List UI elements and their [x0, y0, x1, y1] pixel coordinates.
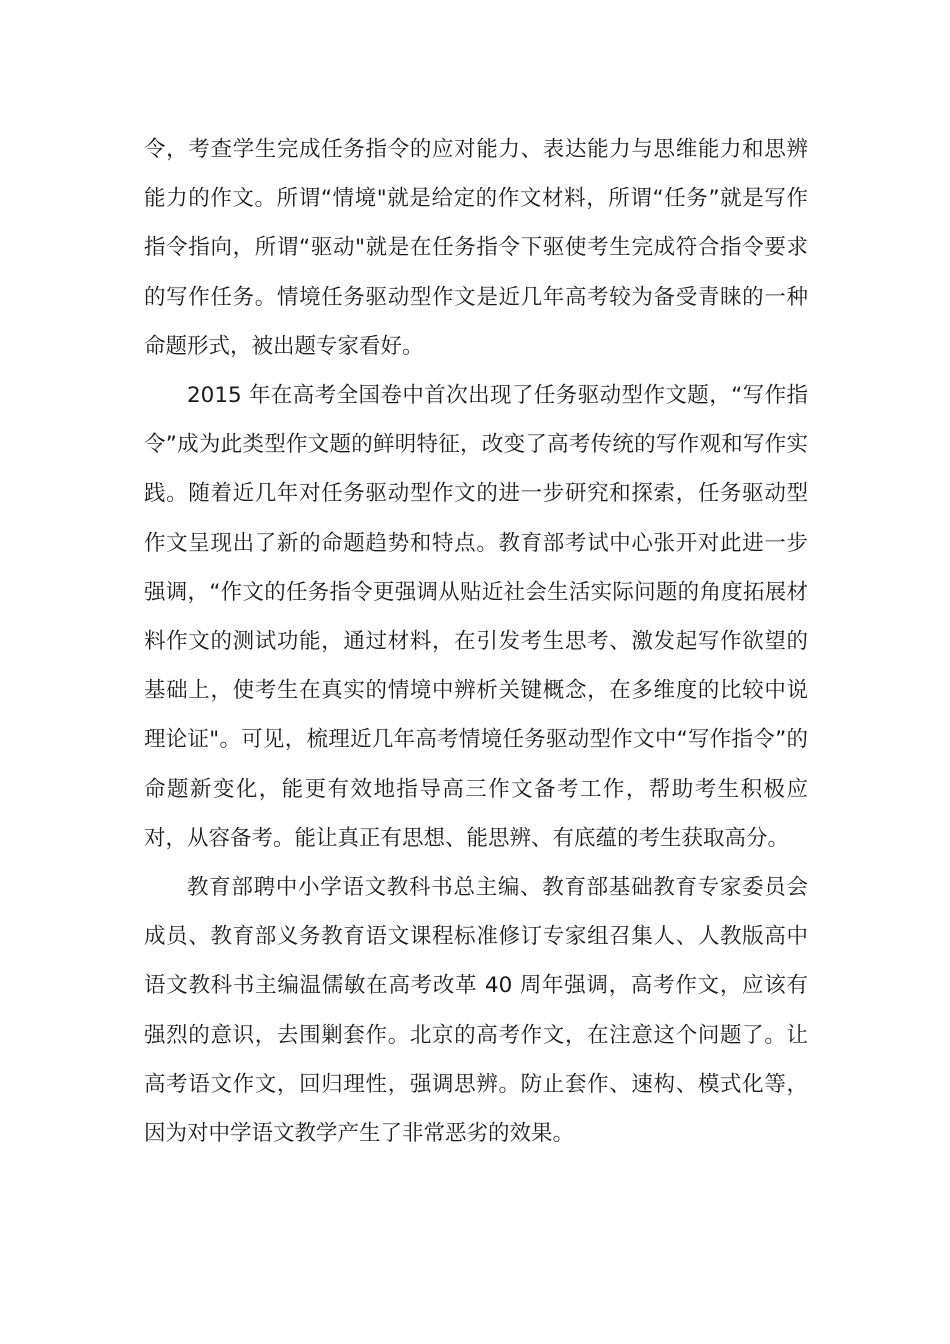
paragraph-2: 2015 年在高考全国卷中首次出现了任务驱动型作文题，“写作指令”成为此类型作文题的鲜明特征，改变了高考传统的写作观和写作实践。随着近几年对任务驱动型作文的进一步研究和探索，任务驱动型作文呈现出了新的命题趋势和特点。教育部考试中心张开对此进一步强调，“作文的任务指令更强调从贴近社会生活实际问题的角度拓展材料作文的测试功能，通过材料，在引发考生思考、激发起写作欲望的基础上，使考生在真实的情境中辨析关键概念，在多维度的比较中说理论证"。可见，梳理近几年高考情境任务驱动型作文中“写作指令”的命题新变化，能更有效地指导高三作文备考工作，帮助考生积极应对，从容备考。能让真正有思想、能思辨、有底蕴的考生获取高分。 [144, 383, 808, 851]
paragraph-1: 令，考查学生完成任务指令的应对能力、表达能力与思维能力和思辨能力的作文。所谓“情境"就是给定的作文材料，所谓“任务”就是写作指令指向，所谓“驱动"就是在任务指令下驱使考生完成符合指令要求的写作任务。情境任务驱动型作文是近几年高考较为备受青睐的一种命题形式，被出题专家看好。 [144, 137, 808, 359]
paragraph-3: 教育部聘中小学语文教科书总主编、教育部基础教育专家委员会成员、教育部义务教育语文课程标准修订专家组召集人、人教版高中语文教科书主编温儒敏在高考改革 40 周年强调，高考作文，应该有强烈的意识，去围剿套作。北京的高考作文，在注意这个问题了。让高考语文作文，回归理性，强调思辨。防止套作、速构、模式化等，因为对中学语文教学产生了非常恶劣的效果。 [144, 875, 808, 1147]
document-body [144, 125, 808, 1158]
